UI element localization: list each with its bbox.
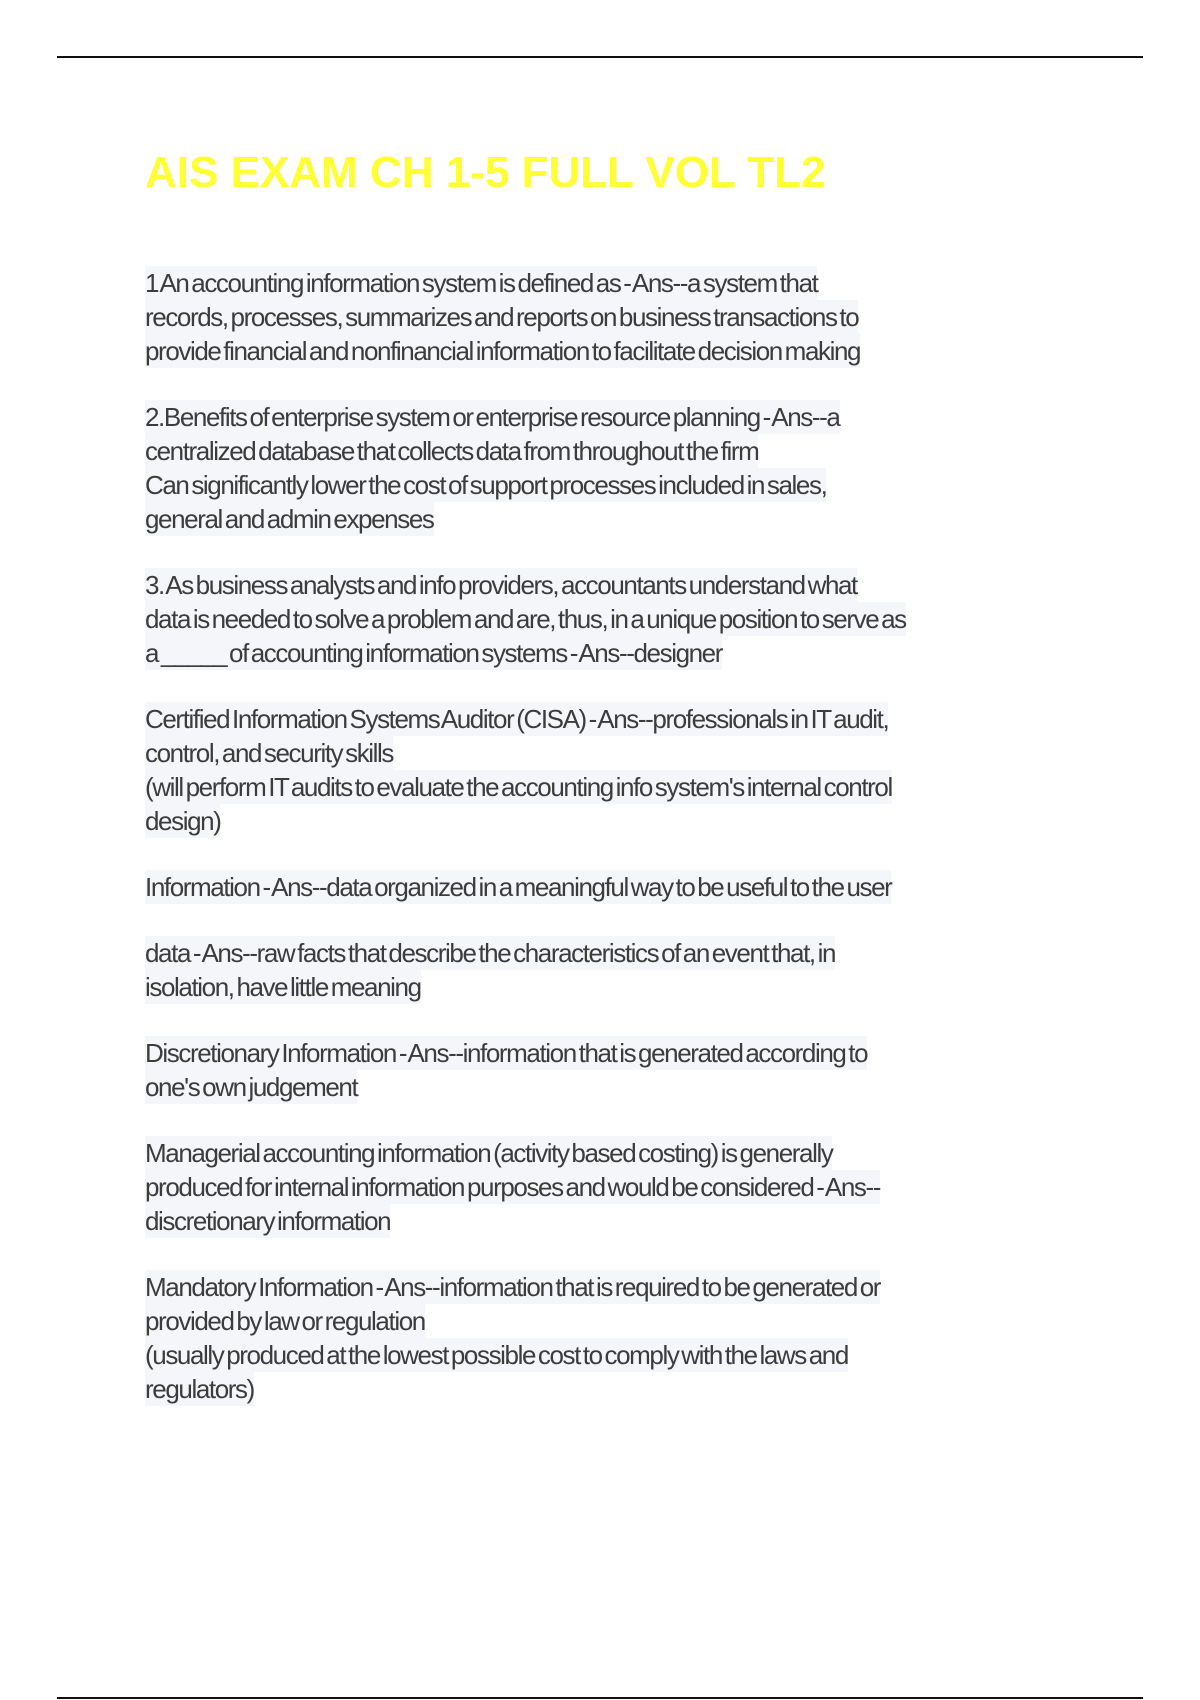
entry-line: data is needed to solve a problem and are, thus, in a unique position to serve as xyxy=(145,604,906,634)
entry-line: a _____ of accounting information systems - Ans--designer xyxy=(145,638,723,668)
header-rule xyxy=(57,56,1143,58)
entry-line: Managerial accounting information (activity based costing) is generally xyxy=(145,1138,833,1168)
qa-entry-1 xyxy=(145,266,1105,368)
entry-line: provided by law or regulation xyxy=(145,1306,425,1336)
entry-line: Discretionary Information - Ans--information that is generated according to xyxy=(145,1038,868,1068)
entry-line: records, processes, summarizes and reports on business transactions to xyxy=(145,302,859,332)
qa-entry-2 xyxy=(145,400,1105,536)
entry-line: 2.Benefits of enterprise system or enterprise resource planning - Ans--a xyxy=(145,402,840,432)
entry-line: centralized database that collects data from throughout the firm xyxy=(145,436,759,466)
entry-line: Information - Ans--data organized in a meaningful way to be useful to the user xyxy=(145,872,892,902)
entry-line: discretionary information xyxy=(145,1206,391,1236)
qa-entry-6 xyxy=(145,936,1105,1004)
document-body xyxy=(145,266,1105,1438)
entry-line: (usually produced at the lowest possible cost to comply with the laws and xyxy=(145,1340,848,1370)
entry-line: Certified Information Systems Auditor (CISA) - Ans--professionals in IT audit, xyxy=(145,704,889,734)
entry-line: 1 An accounting information system is defined as - Ans--a system that xyxy=(145,268,818,298)
entry-line: control, and security skills xyxy=(145,738,394,768)
qa-entry-8 xyxy=(145,1136,1105,1238)
footer-rule xyxy=(57,1697,1143,1699)
entry-line: regulators) xyxy=(145,1374,254,1404)
entry-line: Can significantly lower the cost of support processes included in sales, xyxy=(145,470,827,500)
entry-line: Mandatory Information - Ans--information that is required to be generated or xyxy=(145,1272,881,1302)
qa-entry-5 xyxy=(145,870,1105,904)
entry-line: isolation, have little meaning xyxy=(145,972,421,1002)
entry-line: one's own judgement xyxy=(145,1072,358,1102)
qa-entry-9 xyxy=(145,1270,1105,1406)
document-title: AIS EXAM CH 1-5 FULL VOL TL2 xyxy=(145,148,826,197)
entry-line: (will perform IT audits to evaluate the accounting info system's internal control xyxy=(145,772,892,802)
qa-entry-4 xyxy=(145,702,1105,838)
entry-line: provide financial and nonfinancial information to facilitate decision making xyxy=(145,336,861,366)
entry-line: general and admin expenses xyxy=(145,504,434,534)
entry-line: design) xyxy=(145,806,221,836)
entry-line: 3. As business analysts and info providers, accountants understand what xyxy=(145,570,857,600)
entry-line: produced for internal information purposes and would be considered - Ans-- xyxy=(145,1172,881,1202)
qa-entry-3 xyxy=(145,568,1105,670)
qa-entry-7 xyxy=(145,1036,1105,1104)
entry-line: data - Ans--raw facts that describe the characteristics of an event that, in xyxy=(145,938,836,968)
